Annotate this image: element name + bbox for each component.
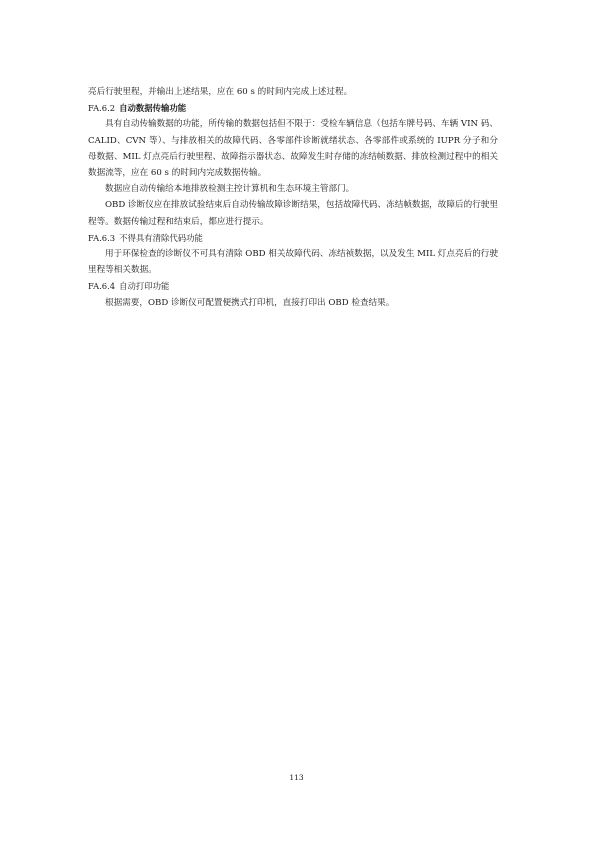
section-number: FA.6.2: [88, 103, 116, 114]
section-heading-fa-6-4: [88, 278, 498, 294]
section-number: FA.6.3: [88, 232, 116, 243]
section-number: FA.6.4: [88, 281, 116, 292]
section-heading-fa-6-3: [88, 230, 498, 246]
section-title: 自动打印功能: [119, 281, 170, 292]
section-paragraph: 根据需要，OBD 诊断仪可配置便携式打印机，直接打印出 OBD 检查结果。: [105, 297, 395, 308]
section-title: 自动数据传输功能: [119, 103, 187, 114]
section-paragraph: 具有自动传输数据的功能，所传输的数据包括但不限于：受检车辆信息（包括车牌号码、车辆 VIN 码、CALID、CVN 等）、与排放相关的故障代码、各零部件诊断就绪状态、各零部件或系统的 IUPR 分子和分母数据、MIL 灯点亮后行驶里程、故障指示器状态、故障发生时存储的冻结帧数据、排放检测过程中的相关数据流等，应在 60 s 的时间内完成数据传输。: [88, 119, 498, 179]
page-number: 113: [289, 773, 304, 782]
section-paragraph: OBD 诊断仪应在排放试验结束后自动传输故障诊断结果，包括故障代码、冻结帧数据，故障后的行驶里程等。数据传输过程和结束后，都应进行提示。: [88, 200, 498, 227]
section-paragraph: 数据应自动传输给本地排放检测主控计算机和生态环境主管部门。: [105, 184, 355, 195]
section-heading-fa-6-2: [88, 100, 498, 116]
continued-paragraph: 亮后行驶里程，并输出上述结果，应在 60 s 的时间内完成上述过程。: [88, 87, 353, 97]
page-content: [88, 84, 498, 311]
section-paragraph: 用于环保检查的诊断仪不可具有清除 OBD 相关故障代码、冻结祯数据，以及发生 MIL 灯点亮后的行驶里程等相关数据。: [88, 249, 498, 276]
section-title: 不得具有清除代码功能: [119, 232, 203, 243]
